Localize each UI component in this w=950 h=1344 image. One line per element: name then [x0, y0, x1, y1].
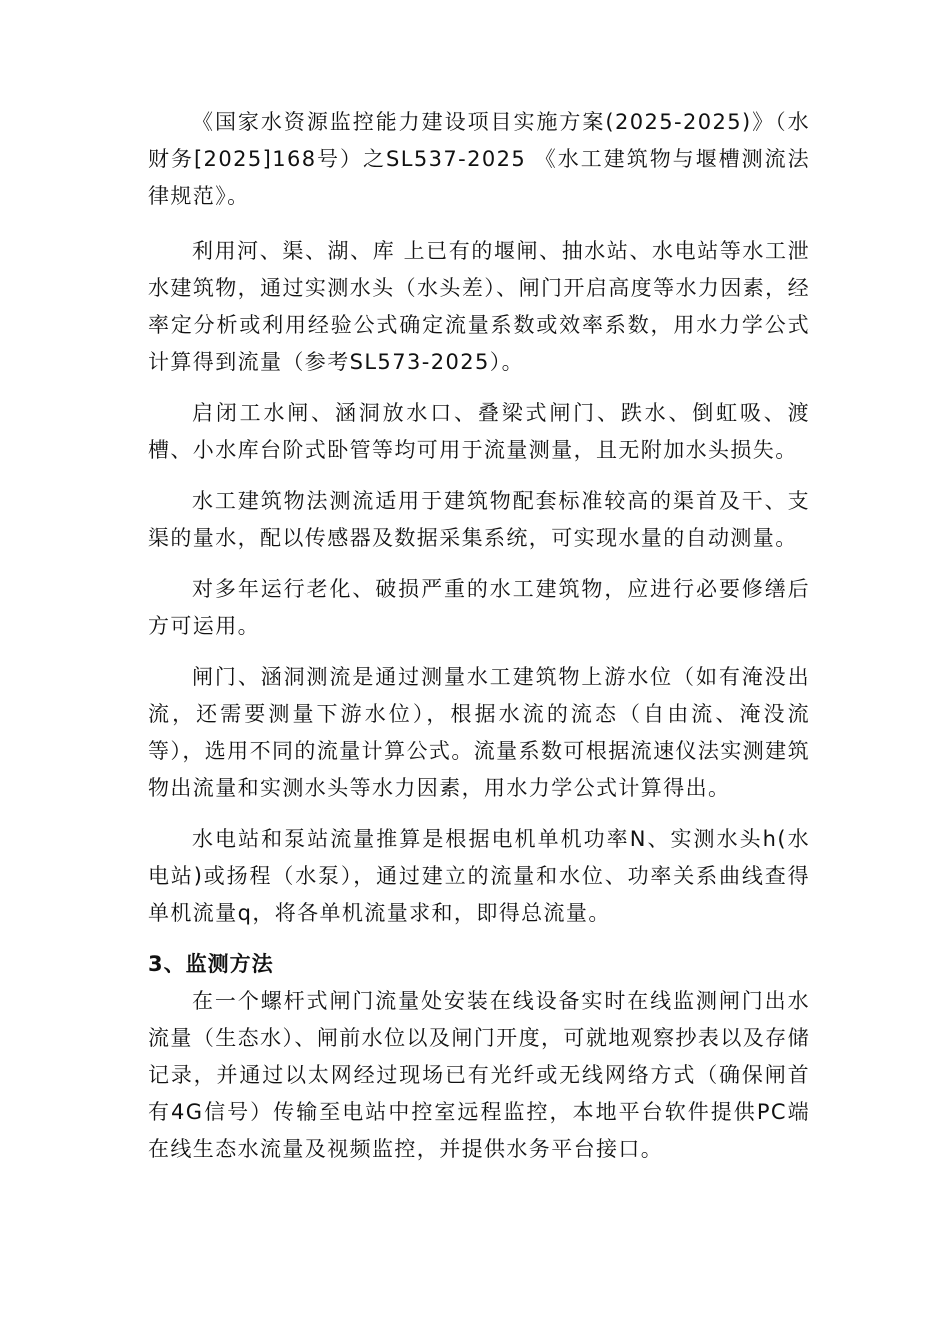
paragraph-power-station-flow: 水电站和泵站流量推算是根据电机单机功率N、实测水头h(水电站)或扬程（水泵），通过建立的流量和水位、功率关系曲线查得单机流量q，将各单机流量求和，即得总流量。: [148, 827, 810, 925]
paragraph-standards-reference: 《国家水资源监控能力建设项目实施方案(2025-2025)》（水财务[2025]168号）之SL537-2025 《水工建筑物与堰槽测流法律规范》。: [148, 110, 810, 208]
document-page: [148, 104, 810, 1182]
paragraph-applicable-structures: 启闭工水闸、涵洞放水口、叠梁式闸门、跌水、倒虹吸、渡槽、小水库台阶式卧管等均可用于流量测量，且无附加水头损失。: [148, 401, 810, 462]
paragraph-monitoring-method: 在一个螺杆式闸门流量处安装在线设备实时在线监测闸门出水流量（生态水）、闸前水位以及闸门开度，可就地观察抄表以及存储记录，并通过以太网经过现场已有光纤或无线网络方式（确保闸首有4G信号）传输至电站中控室远程监控，本地平台软件提供PC端在线生态水流量及视频监控，并提供水务平台接口。: [148, 989, 810, 1161]
paragraph-gate-culvert-flow: 闸门、涵洞测流是通过测量水工建筑物上游水位（如有淹没出流，还需要测量下游水位），根据水流的流态（自由流、淹没流等），选用不同的流量计算公式。流量系数可根据流速仪法实测建筑物出流量和实测水头等水力因素，用水力学公式计算得出。: [148, 665, 810, 800]
paragraph-maintenance: 对多年运行老化、破损严重的水工建筑物，应进行必要修缮后方可运用。: [148, 577, 810, 638]
paragraph-hydraulic-structures-method: 利用河、渠、湖、库 上已有的堰闸、抽水站、水电站等水工泄水建筑物，通过实测水头（水头差）、闸门开启高度等水力因素，经率定分析或利用经验公式确定流量系数或效率系数，用水力学公式计算得到流量（参考SL573-2025）。: [148, 239, 810, 374]
section-heading-monitoring-method: 3、监测方法: [148, 952, 274, 976]
paragraph-applicability: 水工建筑物法测流适用于建筑物配套标准较高的渠首及干、支渠的量水，配以传感器及数据采集系统，可实现水量的自动测量。: [148, 489, 810, 550]
